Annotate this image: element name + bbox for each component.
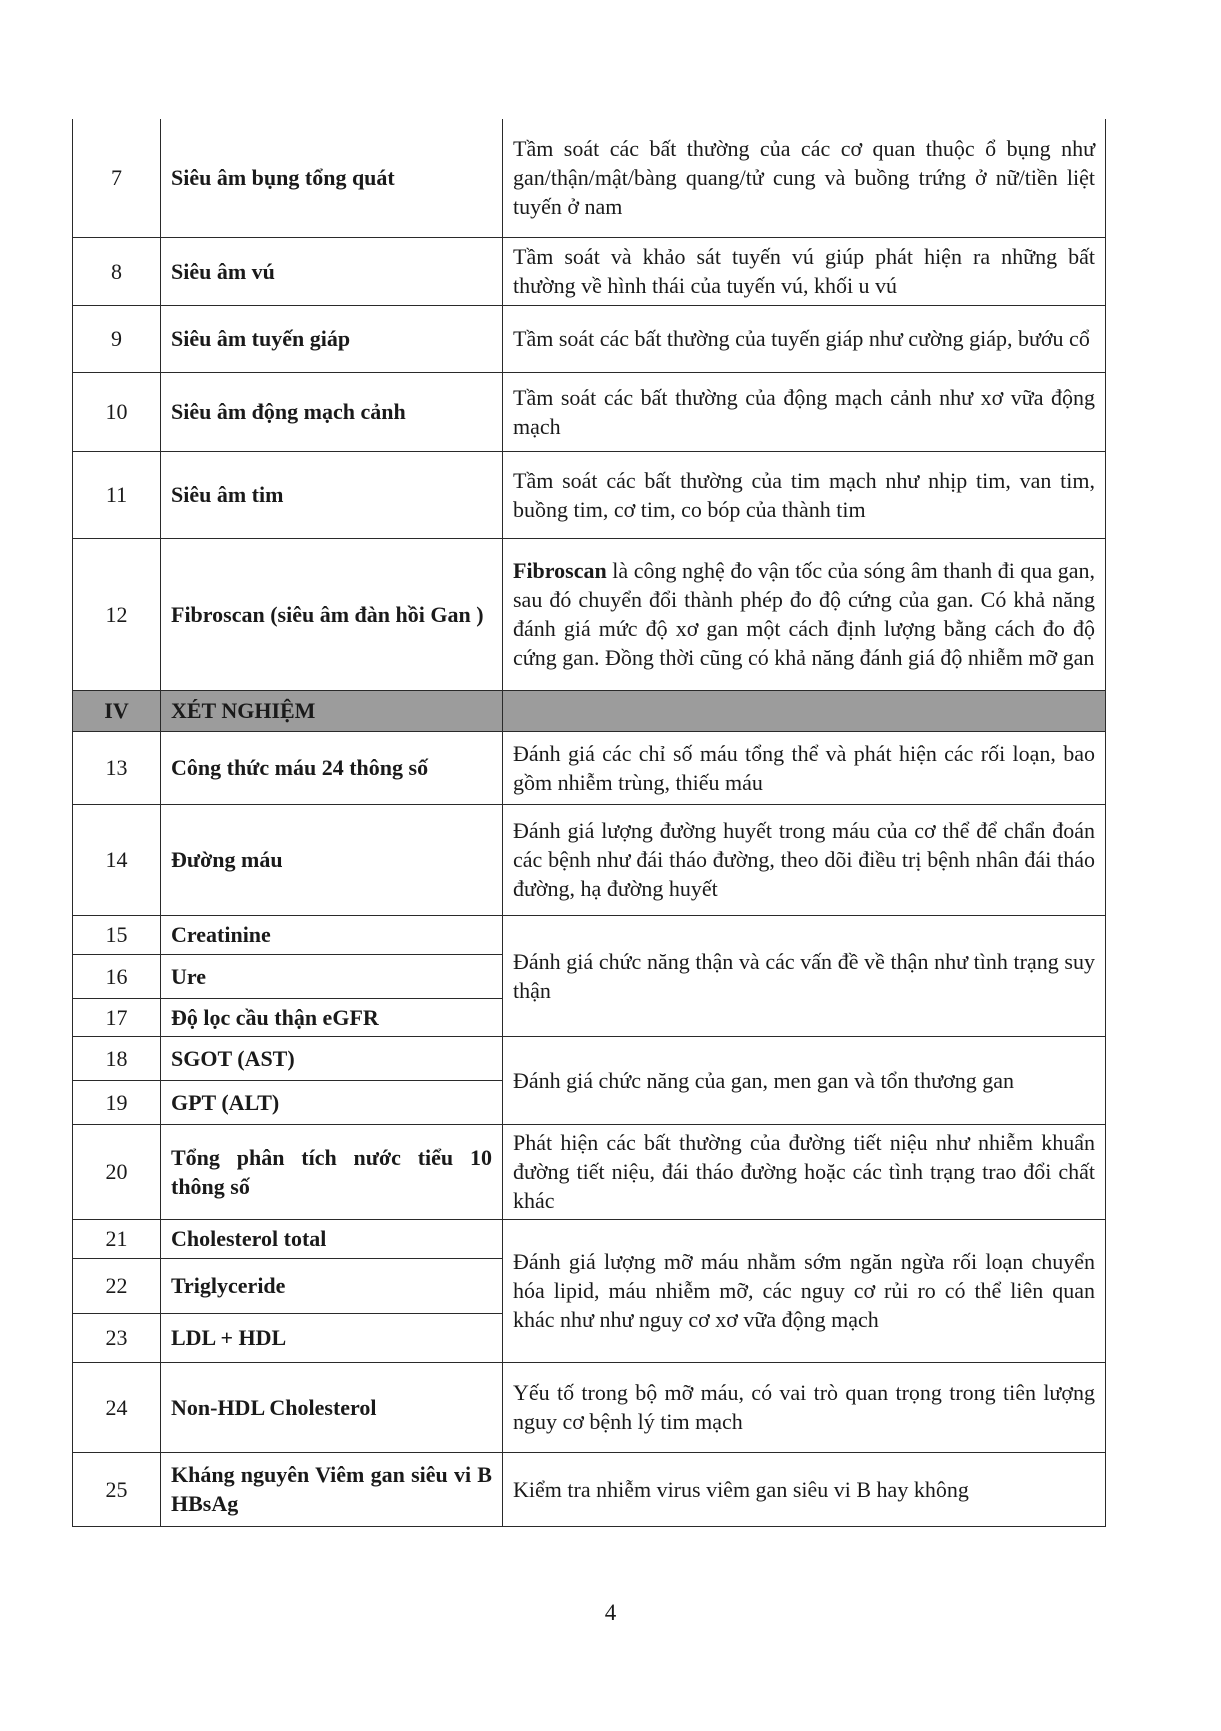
table-row	[73, 451, 1106, 538]
service-description	[503, 538, 1106, 690]
row-number: 12	[73, 538, 161, 690]
row-number: 19	[73, 1080, 161, 1124]
row-number: 11	[73, 451, 161, 538]
test-name: Triglyceride	[161, 1258, 503, 1313]
test-name: Đường máu	[161, 804, 503, 915]
service-name: Siêu âm bụng tổng quát	[161, 119, 503, 237]
row-number: 13	[73, 731, 161, 804]
liver-description: Đánh giá chức năng của gan, men gan và tổn thương gan	[503, 1036, 1106, 1124]
service-description: Tầm soát và khảo sát tuyến vú giúp phát hiện ra những bất thường về hình thái của tuyến vú, khối u vú	[503, 237, 1106, 305]
table-row	[73, 1219, 1106, 1258]
table-row	[73, 731, 1106, 804]
row-number: 8	[73, 237, 161, 305]
row-number: 17	[73, 998, 161, 1036]
service-name: Siêu âm tuyến giáp	[161, 305, 503, 372]
fibroscan-term: Fibroscan	[513, 558, 607, 583]
row-number: 16	[73, 954, 161, 998]
test-name: Cholesterol total	[161, 1219, 503, 1258]
table-row	[73, 915, 1106, 954]
test-name: Độ lọc cầu thận eGFR	[161, 998, 503, 1036]
test-description: Yếu tố trong bộ mỡ máu, có vai trò quan trọng trong tiên lượng nguy cơ bệnh lý tim mạch	[503, 1362, 1106, 1452]
service-description: Tầm soát các bất thường của các cơ quan thuộc ổ bụng như gan/thận/mật/bàng quang/tử cung và buồng trứng ở nữ/tiền liệt tuyến ở nam	[503, 119, 1106, 237]
table-row	[73, 305, 1106, 372]
service-description: Tầm soát các bất thường của tim mạch như nhịp tim, van tim, buồng tim, cơ tim, co bóp của thành tim	[503, 451, 1106, 538]
service-description: Tầm soát các bất thường của tuyến giáp như cường giáp, bướu cổ	[503, 305, 1106, 372]
row-number: 24	[73, 1362, 161, 1452]
test-name: Công thức máu 24 thông số	[161, 731, 503, 804]
service-name: Siêu âm tim	[161, 451, 503, 538]
section-header-row	[73, 690, 1106, 731]
test-description: Đánh giá các chỉ số máu tổng thể và phát hiện các rối loạn, bao gồm nhiễm trùng, thiếu máu	[503, 731, 1106, 804]
row-number: 20	[73, 1124, 161, 1219]
row-number: 7	[73, 119, 161, 237]
row-number: 9	[73, 305, 161, 372]
row-number: 14	[73, 804, 161, 915]
test-name: Non-HDL Cholesterol	[161, 1362, 503, 1452]
section-empty-cell	[503, 690, 1106, 731]
row-number: 23	[73, 1313, 161, 1362]
table-row	[73, 1362, 1106, 1452]
table-row	[73, 538, 1106, 690]
fibroscan-description: là công nghệ đo vận tốc của sóng âm thanh đi qua gan, sau đó chuyển đổi thành phép đo độ cứng của gan. Có khả năng đánh giá mức độ xơ gan một cách định lượng bằng cách đo độ cứng gan. Đồng thời cũng có khả năng đánh giá độ nhiễm mỡ gan	[513, 558, 1095, 670]
table-row	[73, 1036, 1106, 1080]
test-name: LDL + HDL	[161, 1313, 503, 1362]
table-row	[73, 372, 1106, 451]
row-number: 18	[73, 1036, 161, 1080]
service-name: Siêu âm vú	[161, 237, 503, 305]
service-name: Fibroscan (siêu âm đàn hồi Gan )	[161, 538, 503, 690]
test-name: GPT (ALT)	[161, 1080, 503, 1124]
page-number: 4	[604, 1600, 617, 1625]
checkup-table	[72, 119, 1106, 1527]
table-row	[73, 119, 1106, 237]
table-row	[73, 1124, 1106, 1219]
kidney-description: Đánh giá chức năng thận và các vấn đề về thận như tình trạng suy thận	[503, 915, 1106, 1036]
table-row	[73, 804, 1106, 915]
lipid-description: Đánh giá lượng mỡ máu nhằm sớm ngăn ngừa rối loạn chuyển hóa lipid, máu nhiễm mỡ, các nguy cơ rủi ro có thể liên quan khác như như nguy cơ xơ vữa động mạch	[503, 1219, 1106, 1362]
row-number: 25	[73, 1452, 161, 1526]
test-description: Phát hiện các bất thường của đường tiết niệu như nhiễm khuẩn đường tiết niệu, đái tháo đường hoặc các tình trạng trao đổi chất khác	[503, 1124, 1106, 1219]
row-number: 15	[73, 915, 161, 954]
test-name: Creatinine	[161, 915, 503, 954]
test-description: Kiểm tra nhiễm virus viêm gan siêu vi B hay không	[503, 1452, 1106, 1526]
service-name: Siêu âm động mạch cảnh	[161, 372, 503, 451]
section-title: XÉT NGHIỆM	[161, 690, 503, 731]
table-row	[73, 237, 1106, 305]
test-name: Ure	[161, 954, 503, 998]
test-description: Đánh giá lượng đường huyết trong máu của cơ thể để chẩn đoán các bệnh như đái tháo đường, theo dõi điều trị bệnh nhân đái tháo đường, hạ đường huyết	[503, 804, 1106, 915]
test-name: SGOT (AST)	[161, 1036, 503, 1080]
section-number: IV	[73, 690, 161, 731]
row-number: 21	[73, 1219, 161, 1258]
service-description: Tầm soát các bất thường của động mạch cảnh như xơ vữa động mạch	[503, 372, 1106, 451]
row-number: 10	[73, 372, 161, 451]
row-number: 22	[73, 1258, 161, 1313]
test-name: Kháng nguyên Viêm gan siêu vi B HBsAg	[161, 1452, 503, 1526]
test-name: Tổng phân tích nước tiểu 10 thông số	[161, 1124, 503, 1219]
table-row	[73, 1452, 1106, 1526]
